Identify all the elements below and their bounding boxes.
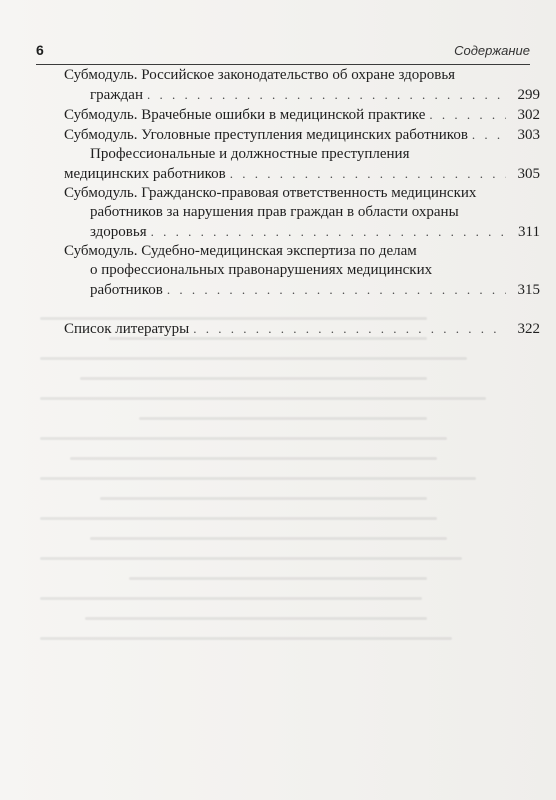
toc-entry-text: о профессиональных правонарушениях медицинских xyxy=(90,262,433,278)
spacer xyxy=(64,300,540,319)
bibliography-label: Список литературы xyxy=(64,321,190,337)
toc-entry-text: Профессиональные и должностные преступления xyxy=(90,146,410,162)
table-of-contents xyxy=(64,66,540,339)
toc-page-number: 299 xyxy=(517,87,540,103)
dot-leader xyxy=(429,105,506,124)
toc-entry-text: Субмодуль. Врачебные ошибки в медицинской практике xyxy=(64,107,426,123)
toc-entry-text: Субмодуль. Гражданско-правовая ответственность медицинских xyxy=(64,185,477,201)
toc-entry-text: работников за нарушения прав граждан в области охраны xyxy=(90,204,459,220)
toc-entry xyxy=(64,105,540,125)
dot-leader xyxy=(472,125,506,144)
toc-entry-text: Субмодуль. Судебно-медицинская экспертиза по делам xyxy=(64,243,417,259)
toc-page-number: 305 xyxy=(517,166,540,182)
toc-entry-text: здоровья xyxy=(90,224,147,240)
bibliography-page-number: 322 xyxy=(517,321,540,337)
toc-page-number: 302 xyxy=(517,107,540,123)
toc-entry xyxy=(64,242,540,300)
toc-entry-text: Субмодуль. Уголовные преступления медицинских работников xyxy=(64,127,468,143)
show-through-texture xyxy=(40,300,536,770)
toc-page-number: 303 xyxy=(517,127,540,143)
toc-entry xyxy=(64,184,540,242)
dot-leader xyxy=(193,319,506,338)
toc-entry-bibliography xyxy=(64,319,540,339)
page-header xyxy=(36,42,530,65)
dot-leader xyxy=(230,164,506,183)
page-number: 6 xyxy=(36,42,44,58)
toc-entry xyxy=(64,125,540,145)
dot-leader xyxy=(167,280,506,299)
toc-entry-text: Субмодуль. Российское законодательство об охране здоровья xyxy=(64,67,456,83)
toc-entry-text: работников xyxy=(90,282,163,298)
running-head: Содержание xyxy=(454,43,530,58)
toc-page-number: 315 xyxy=(517,282,540,298)
dot-leader xyxy=(151,222,506,241)
toc-entry-text: граждан xyxy=(90,87,143,103)
toc-entry-text: медицинских работников xyxy=(64,166,226,182)
toc-page-number: 311 xyxy=(518,224,540,240)
dot-leader xyxy=(147,85,506,104)
toc-entry xyxy=(64,66,540,105)
toc-entry xyxy=(64,145,540,184)
